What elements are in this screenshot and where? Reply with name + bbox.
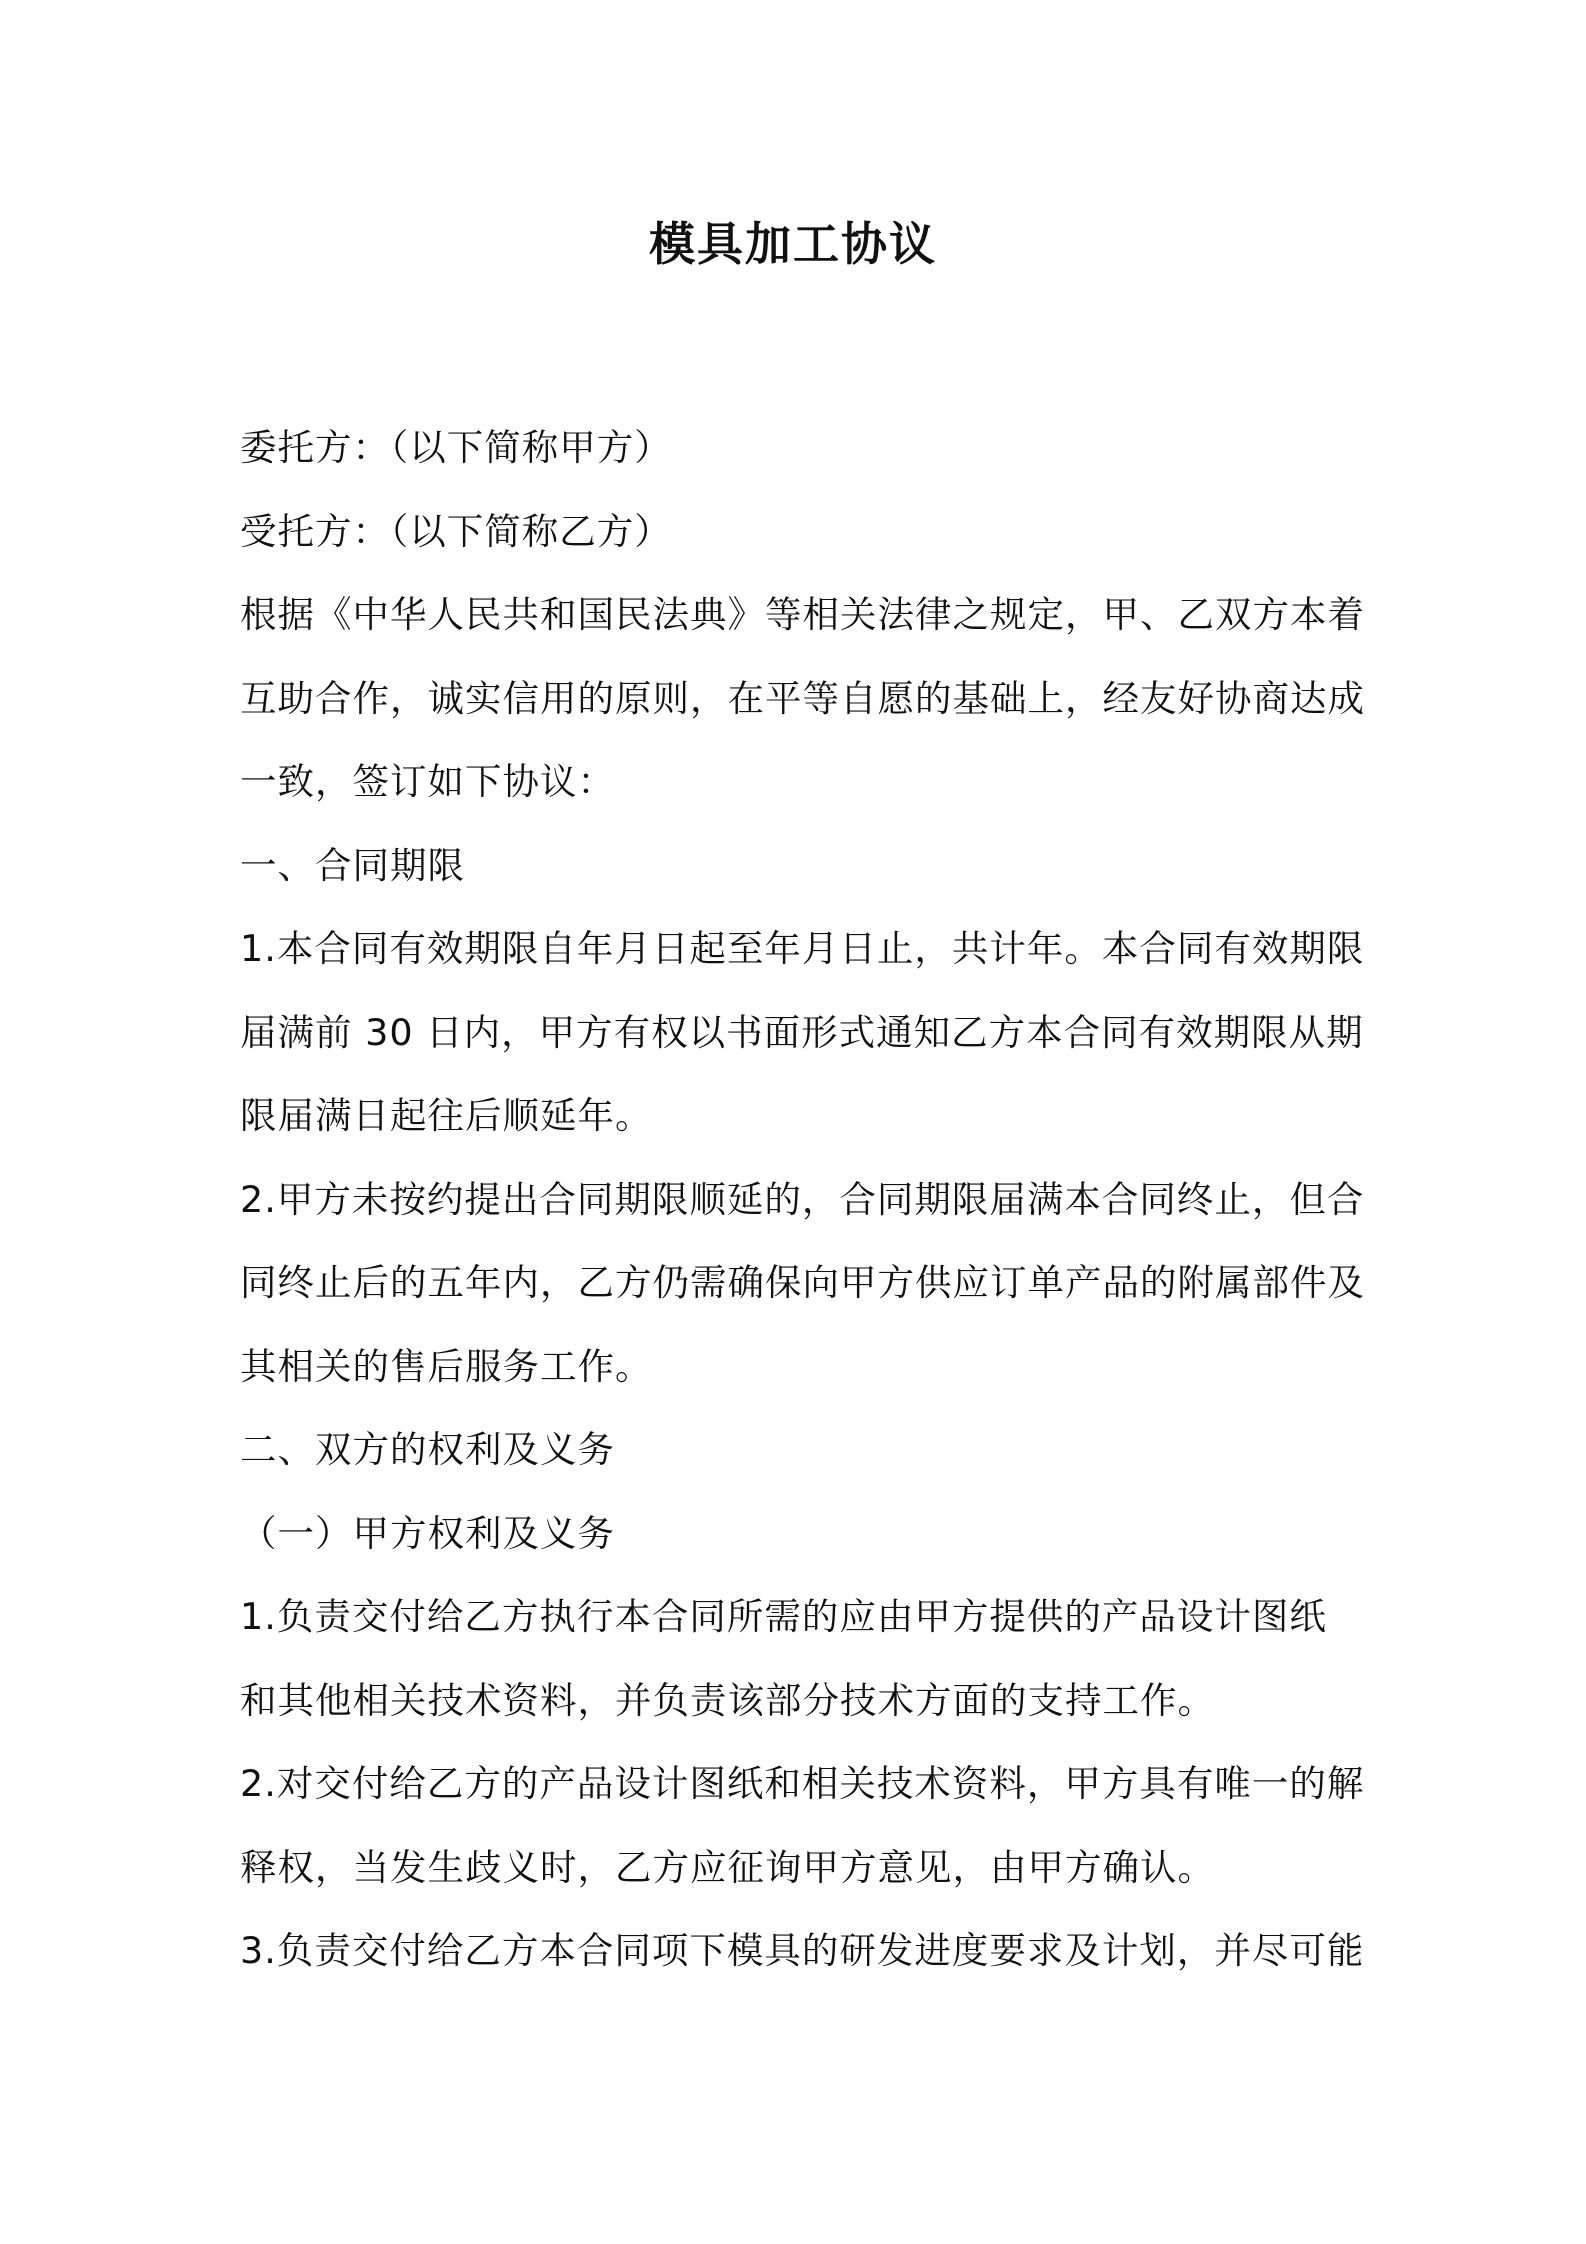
subsection-heading: （一）甲方权利及义务 [240,1511,615,1555]
clause-line: 届满前 30 日内，甲方有权以书面形式通知乙方本合同有效期限从期 [240,1010,1364,1054]
clause-line: 2.甲方未按约提出合同期限顺延的，合同期限届满本合同终止，但合 [240,1177,1365,1221]
document-title: 模具加工协议 [649,217,937,271]
clause-line: 3.负责交付给乙方本合同项下模具的研发进度要求及计划，并尽可能 [240,1929,1365,1972]
party-a-line: 委托方：（以下简称甲方） [240,426,672,469]
party-b-line: 受托方：（以下简称乙方） [240,509,672,553]
clause-line: 同终止后的五年内，乙方仍需确保向甲方供应订单产品的附属部件及 [240,1261,1365,1304]
section-heading: 二、双方的权利及义务 [240,1428,615,1471]
clause-line: 限届满日起往后顺延年。 [240,1094,653,1137]
preamble-line: 一致，签订如下协议： [240,760,615,803]
clause-line: 2.对交付给乙方的产品设计图纸和相关技术资料，甲方具有唯一的解 [240,1762,1365,1805]
clause-line: 释权，当发生歧义时，乙方应征询甲方意见，由甲方确认。 [240,1845,1215,1889]
clause-line: 1.本合同有效期限自年月日起至年月日止，共计年。本合同有效期限 [240,927,1365,970]
section-heading: 一、合同期限 [240,843,465,887]
clause-line: 和其他相关技术资料，并负责该部分技术方面的支持工作。 [240,1678,1215,1722]
preamble-line: 互助合作，诚实信用的原则，在平等自愿的基础上，经友好协商达成 [240,676,1365,720]
clause-line: 其相关的售后服务工作。 [240,1344,653,1388]
clause-line: 1.负责交付给乙方执行本合同所需的应由甲方提供的产品设计图纸 [240,1595,1327,1638]
document-body [240,406,1365,1993]
preamble-line: 根据《中华人民共和国民法典》等相关法律之规定，甲、乙双方本着 [240,593,1365,636]
